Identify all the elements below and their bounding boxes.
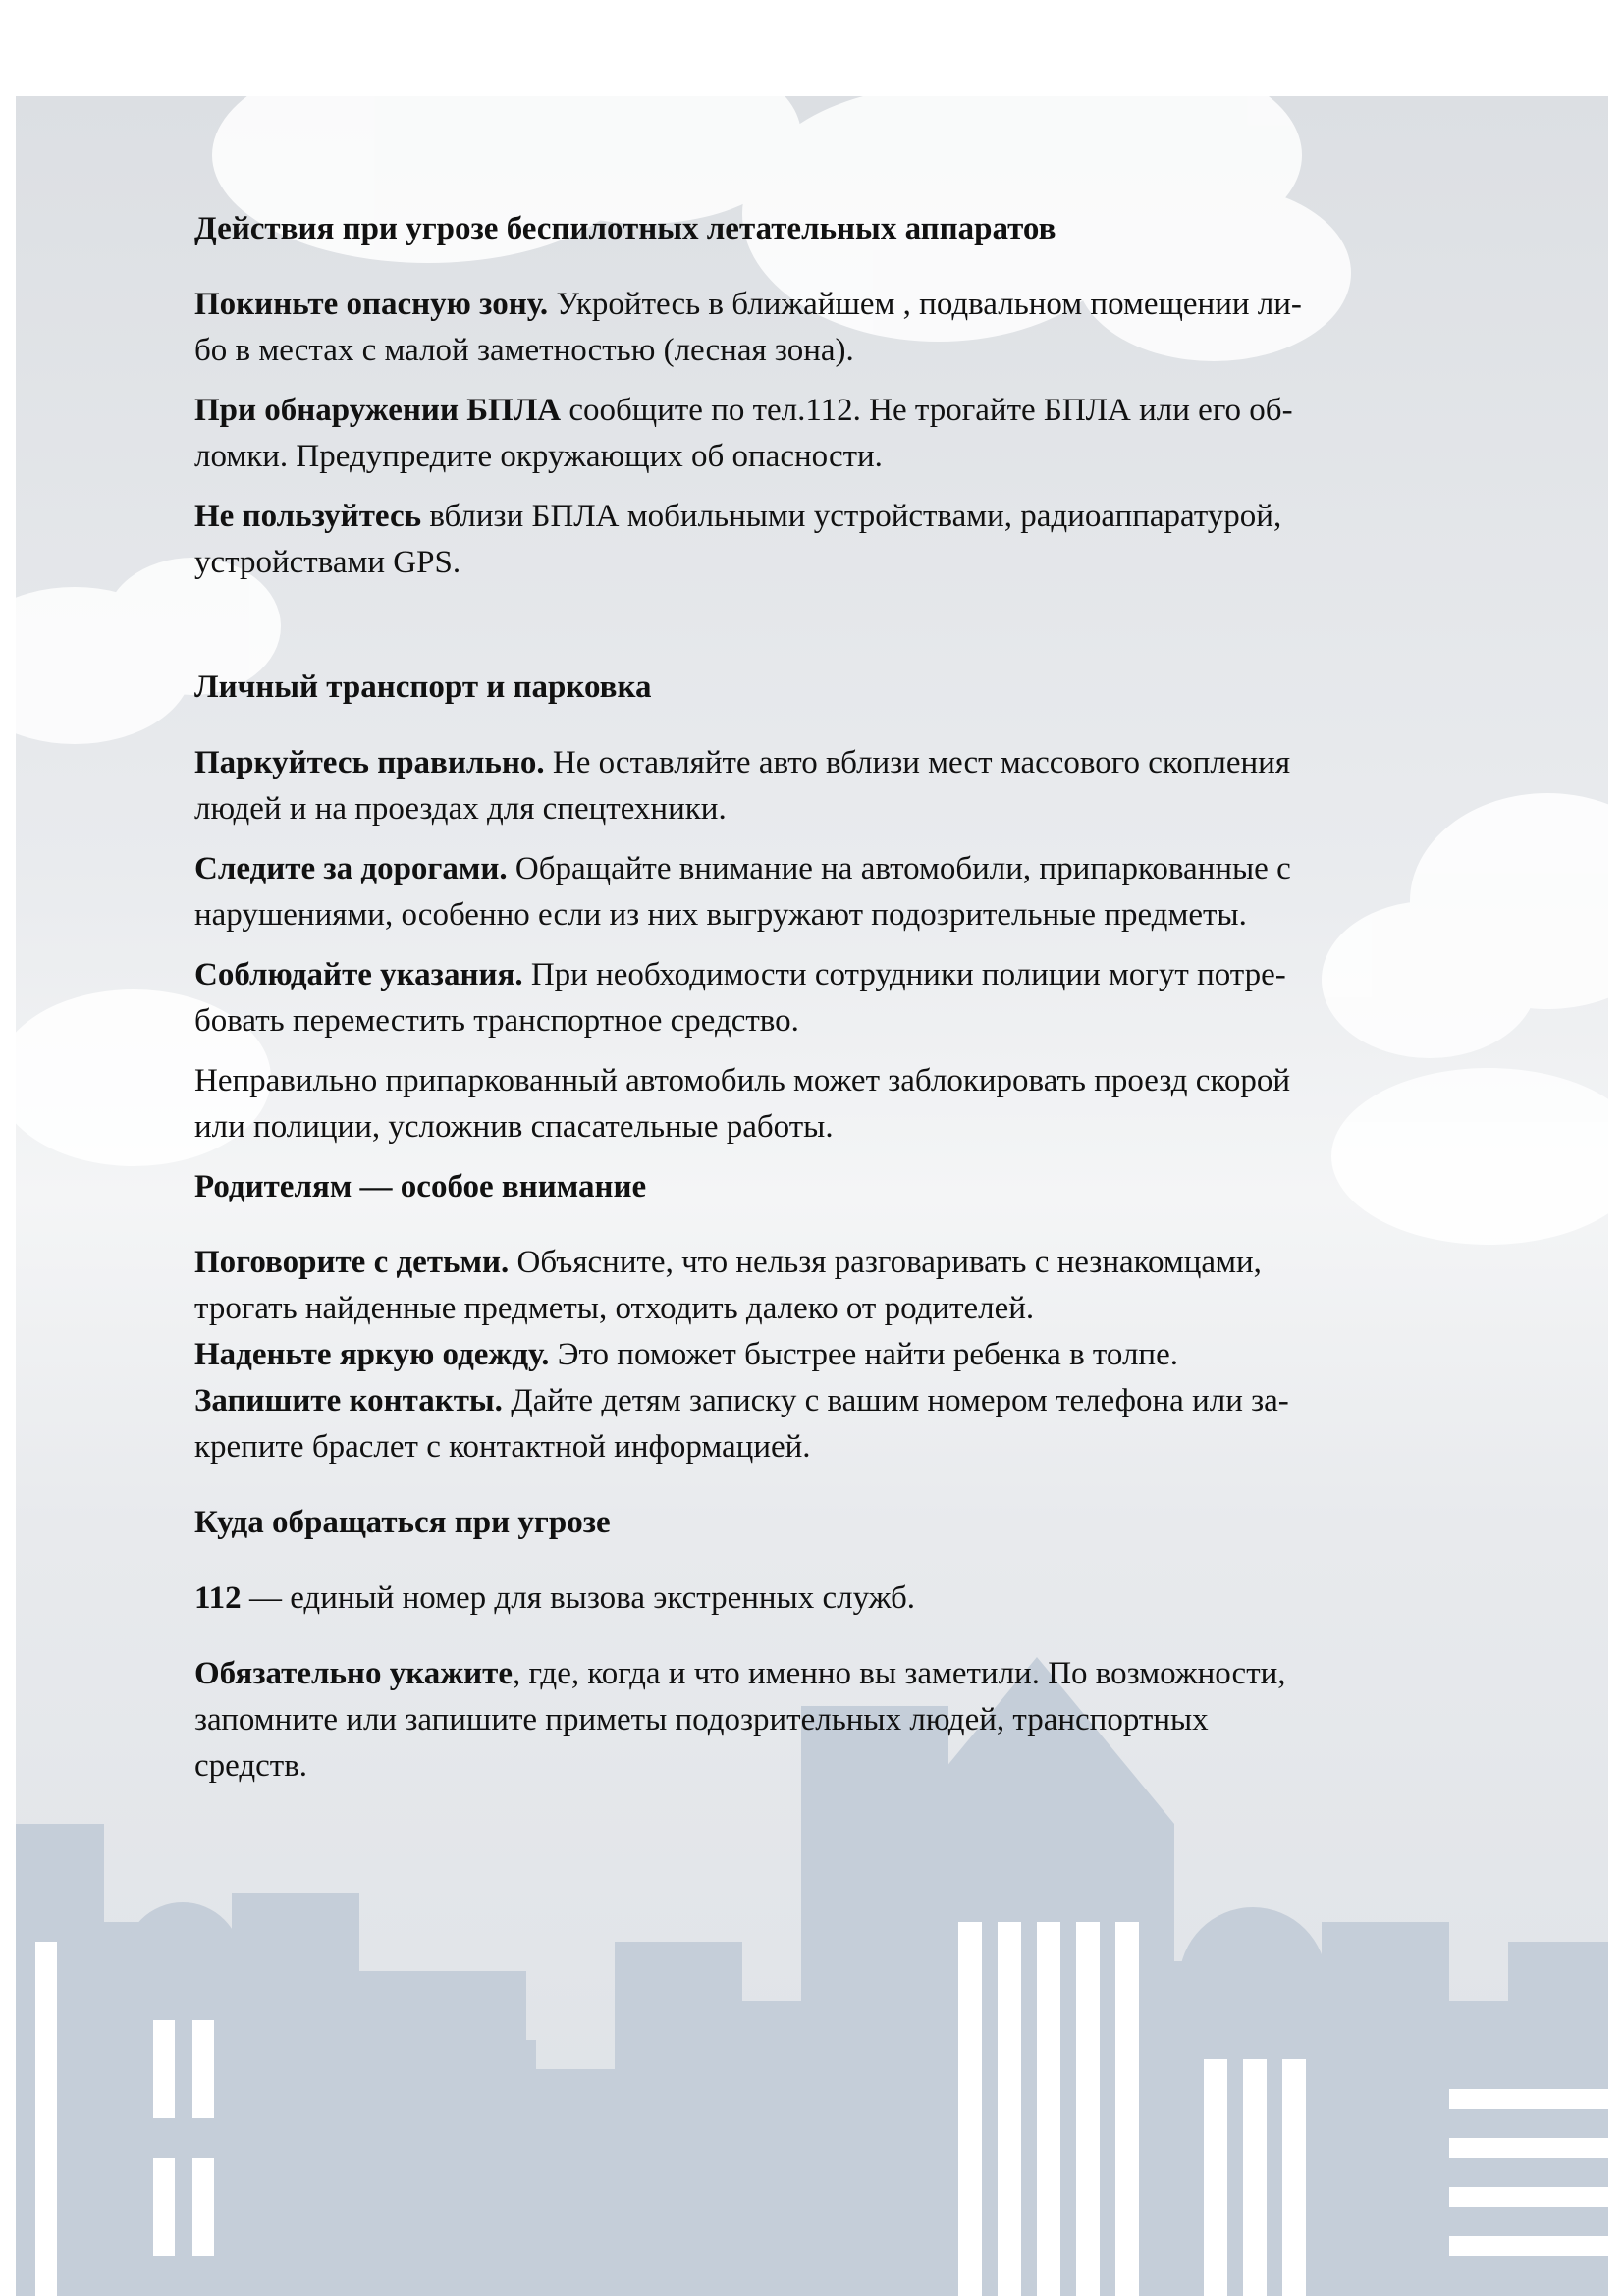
paragraph: [194, 1240, 1540, 1332]
paragraph-lead: Наденьте яркую одежду.: [194, 1337, 550, 1372]
paragraph: [194, 1575, 1540, 1622]
paragraph-lead: Не пользуйтесь: [194, 499, 422, 534]
paragraph-text-line2: бовать переместить транспортное средство.: [194, 1003, 799, 1039]
paragraph-text: Обращайте внимание на автомобили, припаркованные с: [507, 851, 1291, 886]
paragraph-text: Это поможет быстрее найти ребенка в толпе.: [549, 1337, 1178, 1372]
section-parents: [194, 1164, 1540, 1470]
paragraph-text-line2: крепите браслет с контактной информацией.: [194, 1429, 811, 1465]
paragraph-lead: Обязательно укажите: [194, 1656, 514, 1691]
paragraph-text-line2: бо в местах с малой заметностью (лесная зона).: [194, 333, 854, 368]
paragraph-text-line2: нарушениями, особенно если из них выгружают подозрительные предметы.: [194, 897, 1247, 933]
paragraph: [194, 494, 1540, 586]
paragraph-text-line2: запомните или запишите приметы подозрительных людей, транспортных: [194, 1702, 1209, 1737]
paragraph-text: Дайте детям записку с вашим номером телефона или за-: [502, 1383, 1289, 1418]
paragraph-text: Неправильно припаркованный автомобиль может заблокировать проезд скорой: [194, 1063, 1290, 1098]
paragraph-lead: При обнаружении БПЛА: [194, 393, 562, 428]
paragraph-lead: Покиньте опасную зону.: [194, 287, 549, 322]
paragraph: [194, 740, 1540, 832]
paragraph-lead: 112: [194, 1580, 242, 1616]
paragraph: [194, 952, 1540, 1044]
paragraph-text: — единый номер для вызова экстренных служб.: [241, 1580, 916, 1616]
paragraph: [194, 1058, 1540, 1150]
paragraph: [194, 1651, 1540, 1789]
paragraph: [194, 1332, 1540, 1378]
document-body: [194, 206, 1540, 1789]
paragraph-text-line2: людей и на проездах для спецтехники.: [194, 791, 727, 827]
paragraph: [194, 388, 1540, 480]
section-heading: Куда обращаться при угрозе: [194, 1505, 611, 1540]
paragraph-text-line2: ломки. Предупредите окружающих об опасности.: [194, 439, 883, 474]
section-drones: [194, 206, 1540, 586]
section-heading: Действия при угрозе беспилотных летательных аппаратов: [194, 211, 1056, 246]
paragraph-text-line2: трогать найденные предметы, отходить далеко от родителей.: [194, 1291, 1035, 1326]
paragraph-text: вблизи БПЛА мобильными устройствами, радиоаппаратурой,: [421, 499, 1282, 534]
paragraph-text: Укройтесь в ближайшем , подвальном помещении ли-: [548, 287, 1302, 322]
paragraph: [194, 1378, 1540, 1470]
paragraph: [194, 282, 1540, 374]
paragraph-text-line2: устройствами GPS.: [194, 545, 461, 580]
paragraph-lead: Соблюдайте указания.: [194, 957, 523, 992]
paragraph-text: Объясните, что нельзя разговаривать с незнакомцами,: [509, 1245, 1262, 1280]
paragraph-text: сообщите по тел.112. Не трогайте БПЛА или его об-: [561, 393, 1293, 428]
section-parking: [194, 665, 1540, 1150]
section-heading: Родителям — особое внимание: [194, 1169, 647, 1204]
paragraph-text-line2: или полиции, усложнив спасательные работы.: [194, 1109, 834, 1145]
paragraph-text-line3: средств.: [194, 1748, 308, 1784]
paragraph-lead: Запишите контакты.: [194, 1383, 503, 1418]
paragraph-text: Не оставляйте авто вблизи мест массового скопления: [544, 745, 1291, 780]
paragraph-text: , где, когда и что именно вы заметили. По возможности,: [513, 1656, 1286, 1691]
paragraph: [194, 846, 1540, 938]
paragraph-lead: Следите за дорогами.: [194, 851, 508, 886]
paragraph-lead: Паркуйтесь правильно.: [194, 745, 545, 780]
section-heading: Личный транспорт и парковка: [194, 669, 652, 705]
paragraph-lead: Поговорите с детьми.: [194, 1245, 510, 1280]
section-contacts: [194, 1500, 1540, 1789]
paragraph-text: При необходимости сотрудники полиции могут потре-: [522, 957, 1286, 992]
